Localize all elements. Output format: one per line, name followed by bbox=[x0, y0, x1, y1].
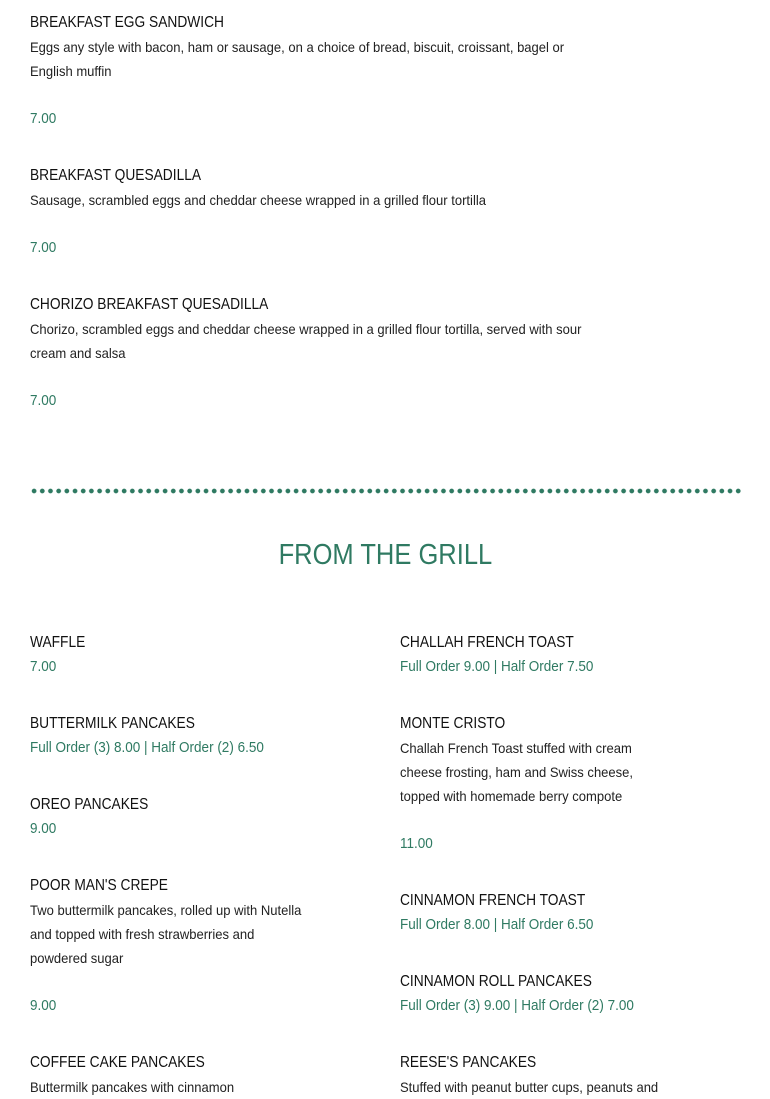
menu-item-name: COFFEE CAKE PANCAKES bbox=[30, 1054, 205, 1071]
menu-item-price: Full Order 8.00 | Half Order 6.50 bbox=[400, 916, 594, 933]
menu-item-name: BUTTERMILK PANCAKES bbox=[30, 715, 195, 732]
menu-item-name: CHORIZO BREAKFAST QUESADILLA bbox=[30, 296, 269, 313]
menu-item-description: Eggs any style with bacon, ham or sausage, on a choice of bread, biscuit, croissant, bagel or English muffin bbox=[30, 39, 565, 79]
menu-item-description: Stuffed with peanut butter cups, peanuts and bbox=[400, 1079, 659, 1095]
menu-item-description: Chorizo, scrambled eggs and cheddar cheese wrapped in a grilled flour tortilla, served with sour cream and salsa bbox=[30, 321, 582, 361]
section-title-text: FROM THE GRILL bbox=[278, 539, 492, 571]
menu-item-name: CINNAMON ROLL PANCAKES bbox=[400, 973, 592, 990]
menu-item-price: 7.00 bbox=[30, 110, 57, 127]
menu-item-name: POOR MAN'S CREPE bbox=[30, 877, 168, 894]
menu-item-description: Challah French Toast stuffed with cream cheese frosting, ham and Swiss cheese, topped with homemade berry compote bbox=[400, 740, 634, 804]
menu-item-name: WAFFLE bbox=[30, 634, 86, 651]
menu-item-name: REESE'S PANCAKES bbox=[400, 1054, 537, 1071]
menu-item-name: BREAKFAST EGG SANDWICH bbox=[30, 14, 224, 31]
menu-item-name: CHALLAH FRENCH TOAST bbox=[400, 634, 574, 651]
menu-item-name: OREO PANCAKES bbox=[30, 796, 149, 813]
menu-item-price: 9.00 bbox=[30, 820, 57, 837]
menu-item-price: 7.00 bbox=[30, 392, 57, 409]
menu-item-price: 7.00 bbox=[30, 239, 57, 256]
section-title bbox=[0, 536, 770, 574]
dotted-divider bbox=[30, 488, 742, 494]
menu-item-name: MONTE CRISTO bbox=[400, 715, 506, 732]
menu-item-description: Two buttermilk pancakes, rolled up with Nutella and topped with fresh strawberries and powdered sugar bbox=[30, 902, 302, 966]
menu-item-name: BREAKFAST QUESADILLA bbox=[30, 167, 202, 184]
menu-item-description: Sausage, scrambled eggs and cheddar cheese wrapped in a grilled flour tortilla bbox=[30, 192, 486, 208]
menu-item-price: Full Order (3) 9.00 | Half Order (2) 7.00 bbox=[400, 997, 634, 1014]
menu-item-price: Full Order (3) 8.00 | Half Order (2) 6.50 bbox=[30, 739, 264, 756]
menu-item-description: Buttermilk pancakes with cinnamon bbox=[30, 1079, 235, 1095]
menu-item-price: 9.00 bbox=[30, 997, 57, 1014]
menu-item-price: 7.00 bbox=[30, 658, 57, 675]
menu-item-name: CINNAMON FRENCH TOAST bbox=[400, 892, 586, 909]
menu-item-price: 11.00 bbox=[400, 835, 433, 852]
menu-item-price: Full Order 9.00 | Half Order 7.50 bbox=[400, 658, 594, 675]
